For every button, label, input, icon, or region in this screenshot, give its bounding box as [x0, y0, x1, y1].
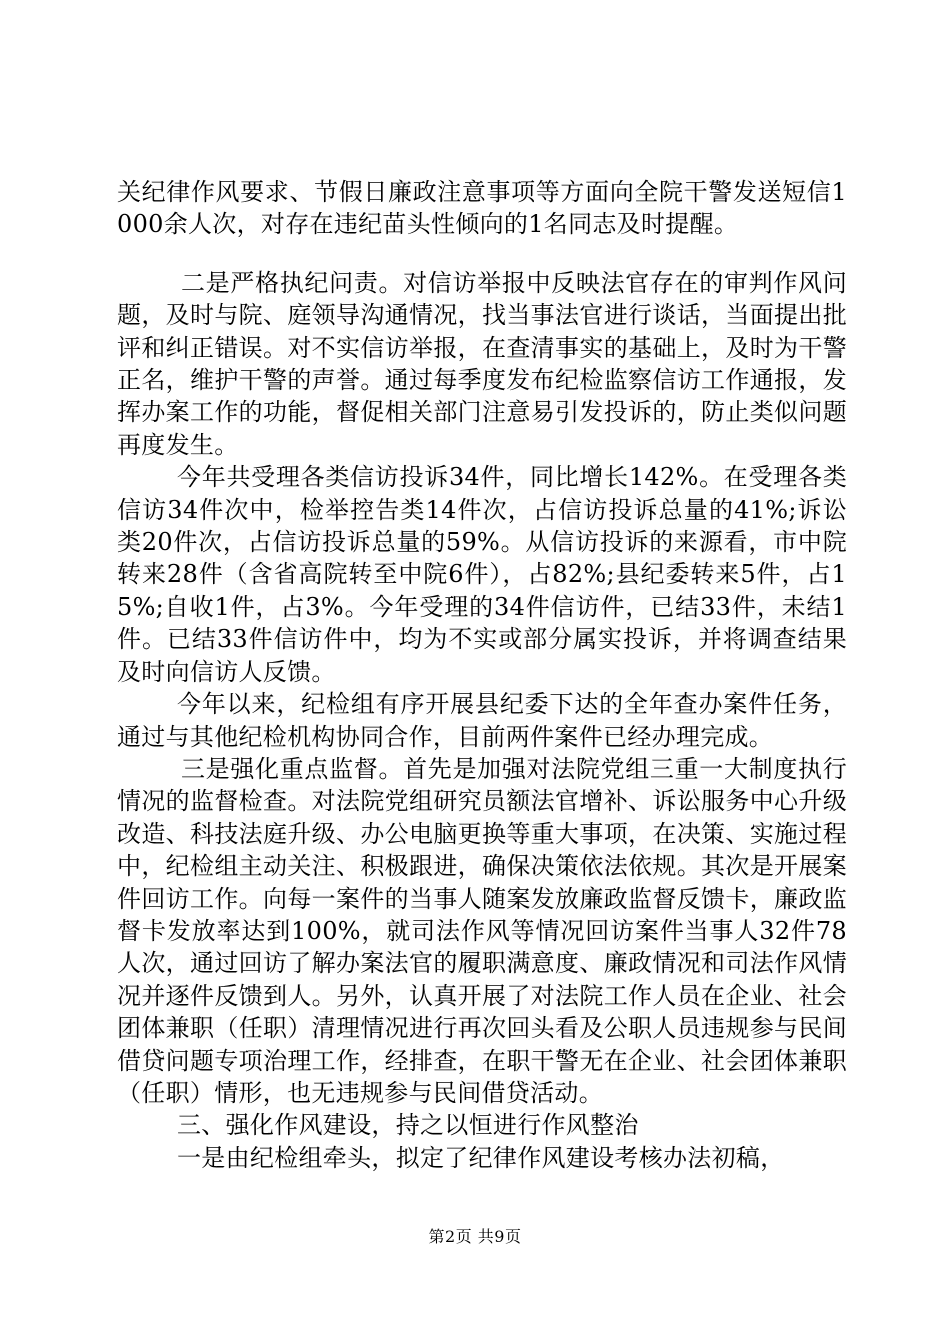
- paragraph-assessment: 一是由纪检组牵头，拟定了纪律作风建设考核办法初稿，: [177, 1143, 785, 1172]
- page-number: 第2页 共9页: [428, 1227, 522, 1246]
- paragraph-discipline-accountability: 二是严格执纪问责。对信访举报中反映法官存在的审判作风问题，及时与院、庭领导沟通情况，找当事法官进行谈话，当面提出批评和纠正错误。对不实信访举报，在查清事实的基础上，及时为干警正名，维护干警的声誉。通过每季度发布纪检监察信访工作通报，发挥办案工作的功能，督促相关部门注意易引发投诉的，防止类似问题再度发生。: [117, 268, 847, 459]
- paragraph-gap: [117, 241, 847, 267]
- paragraph-case-handling: 今年以来，纪检组有序开展县纪委下达的全年查办案件任务，通过与其他纪检机构协同合作，目前两件案件已经办理完成。: [117, 690, 847, 751]
- section-heading: 三、强化作风建设，持之以恒进行作风整治: [177, 1111, 639, 1140]
- document-body: [117, 176, 847, 1174]
- paragraph-petition-stats: 今年共受理各类信访投诉34件，同比增长142%。在受理各类信访34件次中，检举控告类14件次，占信访投诉总量的41%;诉讼类20件次，占信访投诉总量的59%。从信访投诉的来源看，市中院转来28件（含省高院转至中院6件），占82%;县纪委转来5件，占15%;自收1件，占3%。今年受理的34件信访件，已结33件，未结1件。已结33件信访件中，均为不实或部分属实投诉，并将调查结果及时向信访人反馈。: [117, 463, 847, 686]
- paragraph-key-supervision: 三是强化重点监督。首先是加强对法院党组三重一大制度执行情况的监督检查。对法院党组研究员额法官增补、诉讼服务中心升级改造、科技法庭升级、办公电脑更换等重大事项，在决策、实施过程中，纪检组主动关注、积极跟进，确保决策依法依规。其次是开展案件回访工作。向每一案件的当事人随案发放廉政监督反馈卡，廉政监督卡发放率达到100%，就司法作风等情况回访案件当事人32件78人次，通过回访了解办案法官的履职满意度、廉政情况和司法作风情况并逐件反馈到人。另外，认真开展了对法院工作人员在企业、社会团体兼职（任职）清理情况进行再次回头看及公职人员违规参与民间借贷问题专项治理工作，经排查，在职干警无在企业、社会团体兼职（任职）情形，也无违规参与民间借贷活动。: [117, 754, 847, 1107]
- paragraph-continuation: 关纪律作风要求、节假日廉政注意事项等方面向全院干警发送短信1000余人次，对存在违纪苗头性倾向的1名同志及时提醒。: [117, 178, 847, 239]
